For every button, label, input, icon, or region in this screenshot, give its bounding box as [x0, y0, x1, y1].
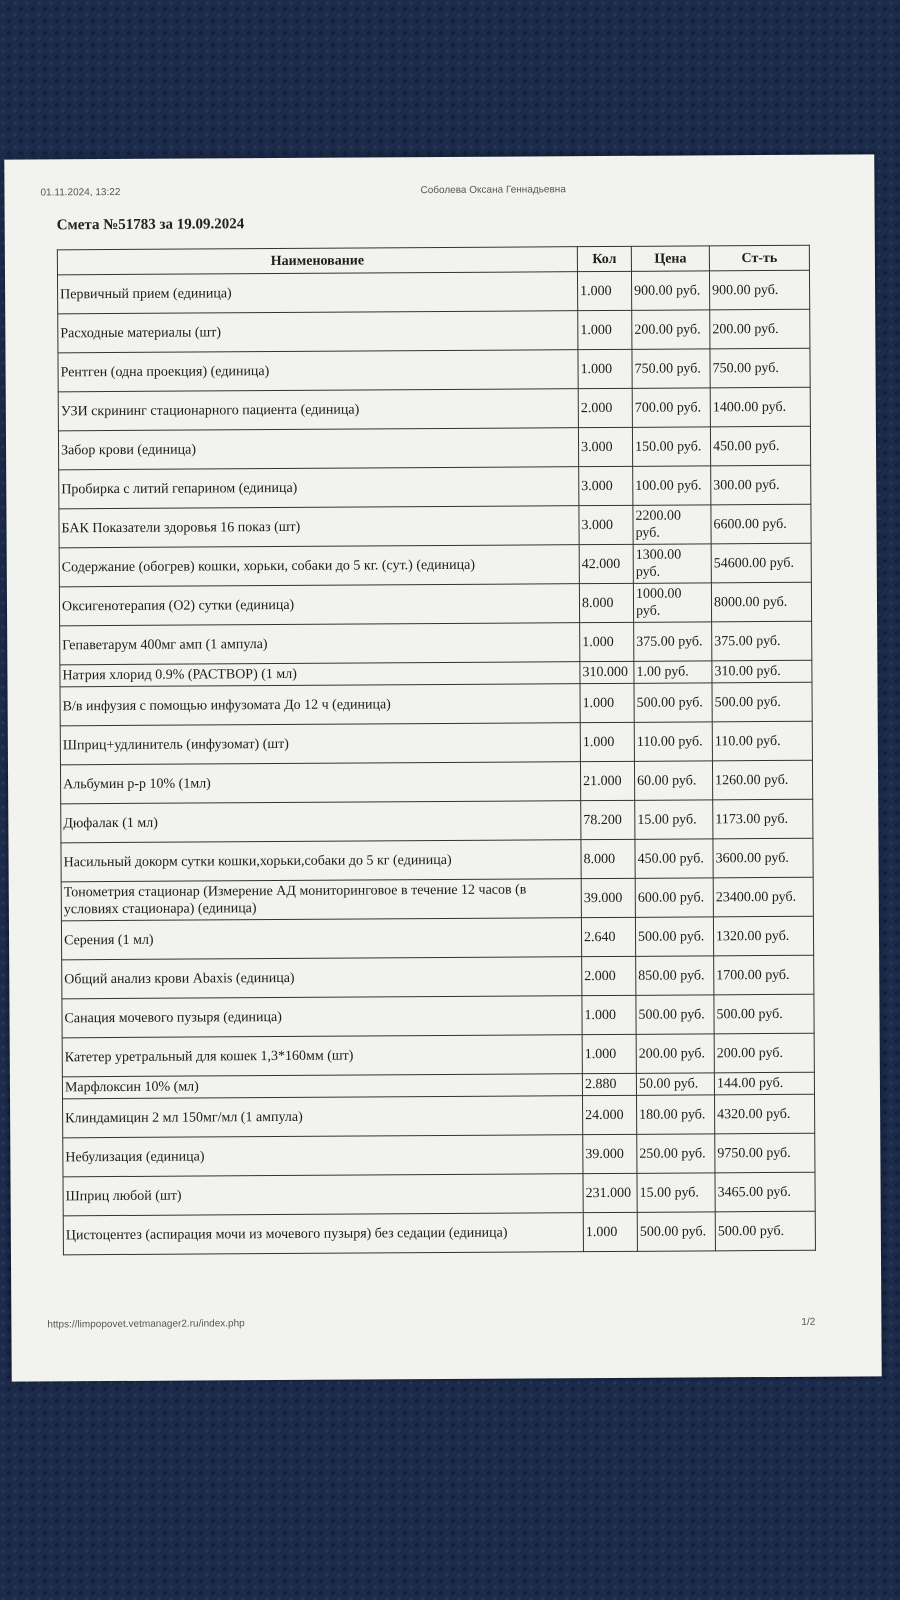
table-row — [58, 348, 810, 392]
item-price-cell: 450.00 руб. — [635, 839, 713, 878]
item-price-cell: 60.00 руб. — [634, 761, 712, 800]
item-price-cell: 15.00 руб. — [637, 1173, 715, 1212]
estimate-table — [57, 245, 816, 1256]
item-price-cell: 700.00 руб. — [632, 388, 710, 427]
item-name-cell: Пробирка с литий гепарином (единица) — [59, 467, 579, 509]
table-row — [61, 799, 813, 843]
item-qty-cell: 39.000 — [583, 1134, 637, 1173]
item-qty-cell: 1.000 — [583, 1212, 637, 1251]
item-qty-cell: 8.000 — [581, 839, 635, 878]
item-total-cell: 500.00 руб. — [714, 994, 814, 1034]
table-row — [62, 1033, 814, 1077]
item-qty-cell: 2.640 — [581, 917, 635, 956]
item-total-cell: 450.00 руб. — [710, 426, 810, 466]
item-name-cell: Марфлоксин 10% (мл) — [62, 1074, 582, 1099]
item-price-cell: 180.00 руб. — [637, 1095, 715, 1134]
item-qty-cell: 3.000 — [578, 427, 632, 466]
table-row — [61, 838, 813, 882]
item-name-cell: Шприц+удлинитель (инфузомат) (шт) — [60, 723, 580, 765]
item-price-cell: 900.00 руб. — [631, 271, 709, 310]
item-name-cell: Клиндамицин 2 мл 150мг/мл (1 ампула) — [63, 1096, 583, 1138]
item-qty-cell: 1.000 — [580, 622, 634, 661]
patient-owner-name: Соболева Оксана Геннадьевна — [420, 184, 566, 197]
item-price-cell: 50.00 руб. — [636, 1073, 714, 1095]
item-qty-cell: 21.000 — [580, 761, 634, 800]
item-name-cell: Забор крови (единица) — [58, 428, 578, 470]
item-total-cell: 3465.00 руб. — [715, 1172, 815, 1212]
page-number: 1/2 — [801, 1316, 816, 1328]
item-name-cell: Гепаветарум 400мг амп (1 ампула) — [60, 623, 580, 665]
item-total-cell: 500.00 руб. — [712, 682, 812, 722]
item-qty-cell: 42.000 — [579, 544, 633, 583]
item-price-cell: 200.00 руб. — [636, 1034, 714, 1073]
item-total-cell: 144.00 руб. — [714, 1072, 814, 1095]
item-price-cell: 110.00 руб. — [634, 722, 712, 761]
table-row — [59, 465, 811, 509]
table-row — [63, 1133, 815, 1177]
item-qty-cell: 2.000 — [582, 956, 636, 995]
item-total-cell: 300.00 руб. — [711, 465, 811, 505]
item-name-cell: БАК Показатели здоровья 16 показ (шт) — [59, 506, 579, 548]
table-row — [62, 955, 814, 999]
table-row — [58, 426, 810, 470]
item-total-cell: 500.00 руб. — [715, 1211, 815, 1251]
item-price-cell: 850.00 руб. — [636, 956, 714, 995]
column-header-price: Цена — [631, 246, 709, 271]
column-header-total: Ст-ть — [709, 245, 809, 271]
item-qty-cell: 1.000 — [582, 1034, 636, 1073]
item-total-cell: 3600.00 руб. — [713, 838, 813, 878]
item-qty-cell: 24.000 — [583, 1095, 637, 1134]
table-row — [61, 877, 813, 921]
table-row — [63, 1172, 815, 1216]
item-qty-cell: 2.880 — [582, 1073, 636, 1095]
item-name-cell: Цистоцентез (аспирация мочи из мочевого пузыря) без седации (единица) — [63, 1213, 583, 1255]
item-name-cell: В/в инфузия с помощью инфузомата До 12 ч (единица) — [60, 684, 580, 726]
item-total-cell: 1700.00 руб. — [714, 955, 814, 995]
table-row — [57, 270, 809, 314]
table-row — [61, 916, 813, 960]
item-total-cell: 4320.00 руб. — [715, 1094, 815, 1134]
item-name-cell: Общий анализ крови Abaxis (единица) — [62, 957, 582, 999]
item-price-cell: 600.00 руб. — [635, 878, 713, 917]
item-name-cell: УЗИ скрининг стационарного пациента (единица) — [58, 389, 578, 431]
item-total-cell: 1320.00 руб. — [713, 916, 813, 956]
item-total-cell: 1400.00 руб. — [710, 387, 810, 427]
item-price-cell: 500.00 руб. — [637, 1212, 715, 1251]
item-total-cell: 1173.00 руб. — [713, 799, 813, 839]
table-row — [59, 582, 811, 626]
item-price-cell: 500.00 руб. — [636, 995, 714, 1034]
table-row — [60, 721, 812, 765]
item-name-cell: Катетер уретральный для кошек 1,3*160мм (шт) — [62, 1035, 582, 1077]
item-total-cell: 6600.00 руб. — [711, 504, 811, 544]
table-row — [58, 309, 810, 353]
table-row — [60, 760, 812, 804]
item-qty-cell: 1.000 — [582, 995, 636, 1034]
table-row — [63, 1211, 815, 1255]
item-name-cell: Дюфалак (1 мл) — [61, 801, 581, 843]
item-price-cell: 100.00 руб. — [633, 466, 711, 505]
item-qty-cell: 1.000 — [580, 722, 634, 761]
item-total-cell: 900.00 руб. — [709, 270, 809, 310]
table-row — [62, 994, 814, 1038]
item-qty-cell: 8.000 — [579, 583, 633, 622]
item-name-cell: Расходные материалы (шт) — [58, 311, 578, 353]
table-body — [57, 270, 815, 1255]
item-price-cell: 1000.00 руб. — [633, 583, 711, 622]
item-name-cell: Тонометрия стационар (Измерение АД мониторинговое в течение 12 часов (в условиях стационара) (единица) — [61, 879, 581, 921]
item-name-cell: Серения (1 мл) — [61, 918, 581, 960]
item-total-cell: 1260.00 руб. — [712, 760, 812, 800]
table-row — [60, 682, 812, 726]
item-name-cell: Первичный прием (единица) — [57, 272, 577, 314]
item-name-cell: Рентген (одна проекция) (единица) — [58, 350, 578, 392]
item-total-cell: 200.00 руб. — [710, 309, 810, 349]
item-qty-cell: 231.000 — [583, 1173, 637, 1212]
table-row — [59, 504, 811, 548]
item-price-cell: 1300.00 руб. — [633, 544, 711, 583]
printed-page — [4, 154, 881, 1381]
item-total-cell: 750.00 руб. — [710, 348, 810, 388]
table-row — [58, 387, 810, 431]
item-name-cell: Шприц любой (шт) — [63, 1174, 583, 1216]
column-header-name: Наименование — [57, 247, 577, 275]
item-price-cell: 200.00 руб. — [632, 310, 710, 349]
item-qty-cell: 2.000 — [578, 388, 632, 427]
item-total-cell: 54600.00 руб. — [711, 543, 811, 583]
footer-url: https://limpopovet.vetmanager2.ru/index.php — [47, 1318, 245, 1331]
item-price-cell: 375.00 руб. — [634, 622, 712, 661]
print-timestamp: 01.11.2024, 13:22 — [40, 186, 121, 199]
item-name-cell: Натрия хлорид 0.9% (РАСТВОР) (1 мл) — [60, 662, 580, 687]
item-total-cell: 23400.00 руб. — [713, 877, 813, 917]
item-qty-cell: 1.000 — [578, 310, 632, 349]
item-total-cell: 310.00 руб. — [712, 660, 812, 683]
item-price-cell: 1.00 руб. — [634, 661, 712, 683]
item-price-cell: 2200.00 руб. — [633, 505, 711, 544]
table-row — [59, 543, 811, 587]
item-name-cell: Содержание (обогрев) кошки, хорьки, собаки до 5 кг. (сут.) (единица) — [59, 545, 579, 587]
item-qty-cell: 3.000 — [579, 505, 633, 544]
item-qty-cell: 78.200 — [581, 800, 635, 839]
column-header-qty: Кол — [577, 246, 631, 271]
item-price-cell: 150.00 руб. — [632, 427, 710, 466]
item-qty-cell: 39.000 — [581, 878, 635, 917]
item-name-cell: Санация мочевого пузыря (единица) — [62, 996, 582, 1038]
item-name-cell: Насильный докорм сутки кошки,хорьки,собаки до 5 кг (единица) — [61, 840, 581, 882]
item-price-cell: 500.00 руб. — [634, 683, 712, 722]
item-total-cell: 200.00 руб. — [714, 1033, 814, 1073]
item-name-cell: Небулизация (единица) — [63, 1135, 583, 1177]
item-price-cell: 750.00 руб. — [632, 349, 710, 388]
item-qty-cell: 1.000 — [578, 349, 632, 388]
item-total-cell: 375.00 руб. — [712, 621, 812, 661]
item-qty-cell: 1.000 — [580, 683, 634, 722]
item-total-cell: 110.00 руб. — [712, 721, 812, 761]
item-price-cell: 250.00 руб. — [637, 1134, 715, 1173]
item-total-cell: 9750.00 руб. — [715, 1133, 815, 1173]
item-qty-cell: 3.000 — [579, 466, 633, 505]
table-row — [60, 621, 812, 665]
item-price-cell: 15.00 руб. — [635, 800, 713, 839]
item-qty-cell: 1.000 — [577, 271, 631, 310]
item-price-cell: 500.00 руб. — [635, 917, 713, 956]
item-name-cell: Альбумин р-р 10% (1мл) — [60, 762, 580, 804]
item-name-cell: Оксигенотерапия (О2) сутки (единица) — [59, 584, 579, 626]
estimate-title: Смета №51783 за 19.09.2024 — [56, 216, 245, 234]
table-row — [63, 1094, 815, 1138]
item-total-cell: 8000.00 руб. — [711, 582, 811, 622]
item-qty-cell: 310.000 — [580, 661, 634, 683]
